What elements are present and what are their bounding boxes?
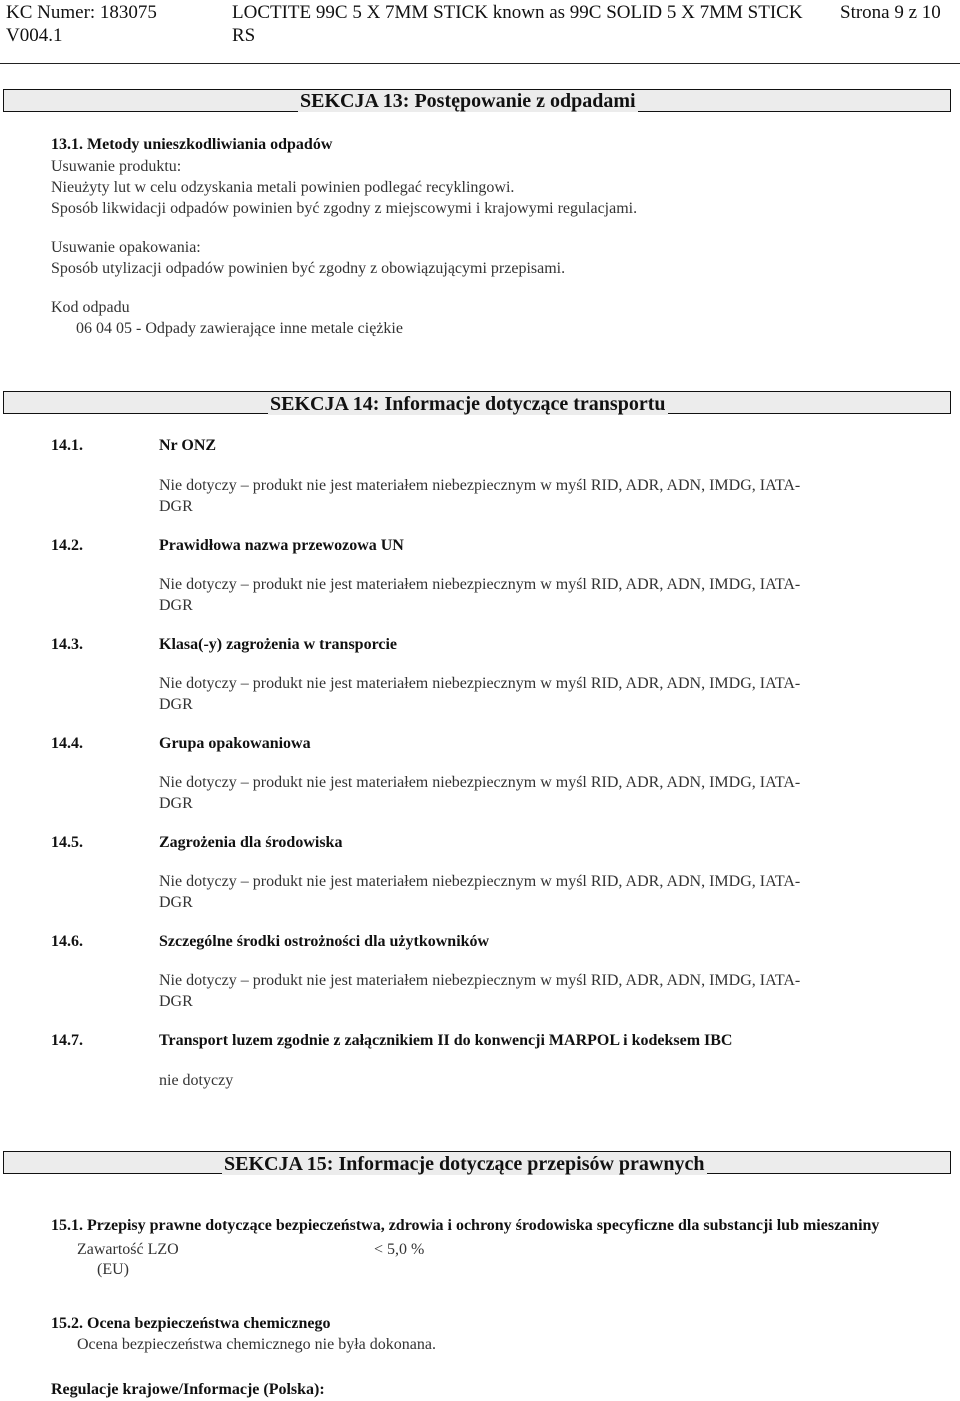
s14-item-number: 14.7. [51,1032,83,1049]
national-regulations-heading: Regulacje krajowe/Informacje (Polska): [51,1381,325,1398]
product-name-line2: RS [232,25,256,46]
s14-item-text-line1: Nie dotyczy – produkt nie jest materiałem niebezpiecznym w myśl RID, ADR, ADN, IMDG, IATA- [159,972,801,989]
s14-item-title: Prawidłowa nazwa przewozowa UN [159,537,404,554]
s14-item-text-line1: Nie dotyczy – produkt nie jest materiałem niebezpiecznym w myśl RID, ADR, ADN, IMDG, IATA- [159,675,801,692]
s14-item-text-line1: Nie dotyczy – produkt nie jest materiałem niebezpiecznym w myśl RID, ADR, ADN, IMDG, IATA- [159,774,801,791]
s14-item-number: 14.5. [51,834,83,851]
s13-product-line1: Nieużyty lut w celu odzyskania metali powinien podlegać recyklingowi. [51,179,515,196]
s14-item-text-line1: Nie dotyczy – produkt nie jest materiałem niebezpiecznym w myśl RID, ADR, ADN, IMDG, IATA- [159,477,801,494]
s14-item-title: Klasa(-y) zagrożenia w transporcie [159,636,398,653]
page-number: Strona 9 z 10 [840,2,941,23]
s13-product-line2: Sposób likwidacji odpadów powinien być zgodny z miejscowymi i krajowymi regulacjami. [51,200,638,217]
lzo-label-line1: Zawartość LZO [77,1241,179,1258]
section-14-title: SEKCJA 14: Informacje dotyczące transportu [270,393,666,415]
s14-item-number: 14.3. [51,636,83,653]
s13-waste-code-value: 06 04 05 - Odpady zawierające inne metale ciężkie [76,320,403,337]
s14-item-number: 14.2. [51,537,83,554]
s14-item-number: 14.4. [51,735,83,752]
s15-subheading-1: 15.1. Przepisy prawne dotyczące bezpieczeństwa, zdrowia i ochrony środowiska specyficzne dla substancji lub mieszaniny [51,1217,880,1234]
s14-item-text-line2: DGR [159,597,193,614]
s14-item-text-line2: DGR [159,993,193,1010]
version: V004.1 [6,25,63,46]
s15-subheading-2: 15.2. Ocena bezpieczeństwa chemicznego [51,1315,331,1332]
s13-product-label: Usuwanie produktu: [51,158,182,175]
s14-item-text-line1: Nie dotyczy – produkt nie jest materiałem niebezpiecznym w myśl RID, ADR, ADN, IMDG, IATA- [159,576,801,593]
s14-item-number: 14.1. [51,437,83,454]
s13-packaging-line: Sposób utylizacji odpadów powinien być zgodny z obowiązującymi przepisami. [51,260,566,277]
s14-item-text-line2: DGR [159,795,193,812]
s13-packaging-label: Usuwanie opakowania: [51,239,201,256]
s14-item-text-line1: Nie dotyczy – produkt nie jest materiałem niebezpiecznym w myśl RID, ADR, ADN, IMDG, IATA- [159,873,801,890]
lzo-label-line2: (EU) [97,1261,129,1278]
lzo-value: < 5,0 % [374,1241,425,1258]
kc-number: KC Numer: 183075 [6,2,157,23]
s14-item-title: Grupa opakowaniowa [159,735,311,752]
s14-item-text-line2: DGR [159,696,193,713]
s14-item-text-line1: nie dotyczy [159,1072,234,1089]
s15-assessment-text: Ocena bezpieczeństwa chemicznego nie była dokonana. [77,1336,436,1353]
s13-waste-code-label: Kod odpadu [51,299,130,316]
s13-subheading: 13.1. Metody unieszkodliwiania odpadów [51,136,333,153]
s14-item-text-line2: DGR [159,894,193,911]
s14-item-title: Nr ONZ [159,437,217,454]
s14-item-title: Zagrożenia dla środowiska [159,834,343,851]
header-divider [0,63,960,64]
s14-item-title: Transport luzem zgodnie z załącznikiem II do konwencji MARPOL i kodeksem IBC [159,1032,733,1049]
section-15-title: SEKCJA 15: Informacje dotyczące przepisów prawnych [224,1153,705,1175]
product-name-line1: LOCTITE 99C 5 X 7MM STICK known as 99C SOLID 5 X 7MM STICK [232,2,803,23]
section-13-title: SEKCJA 13: Postępowanie z odpadami [300,90,636,112]
s14-item-title: Szczególne środki ostrożności dla użytkowników [159,933,490,950]
s14-item-text-line2: DGR [159,498,193,515]
s14-item-number: 14.6. [51,933,83,950]
